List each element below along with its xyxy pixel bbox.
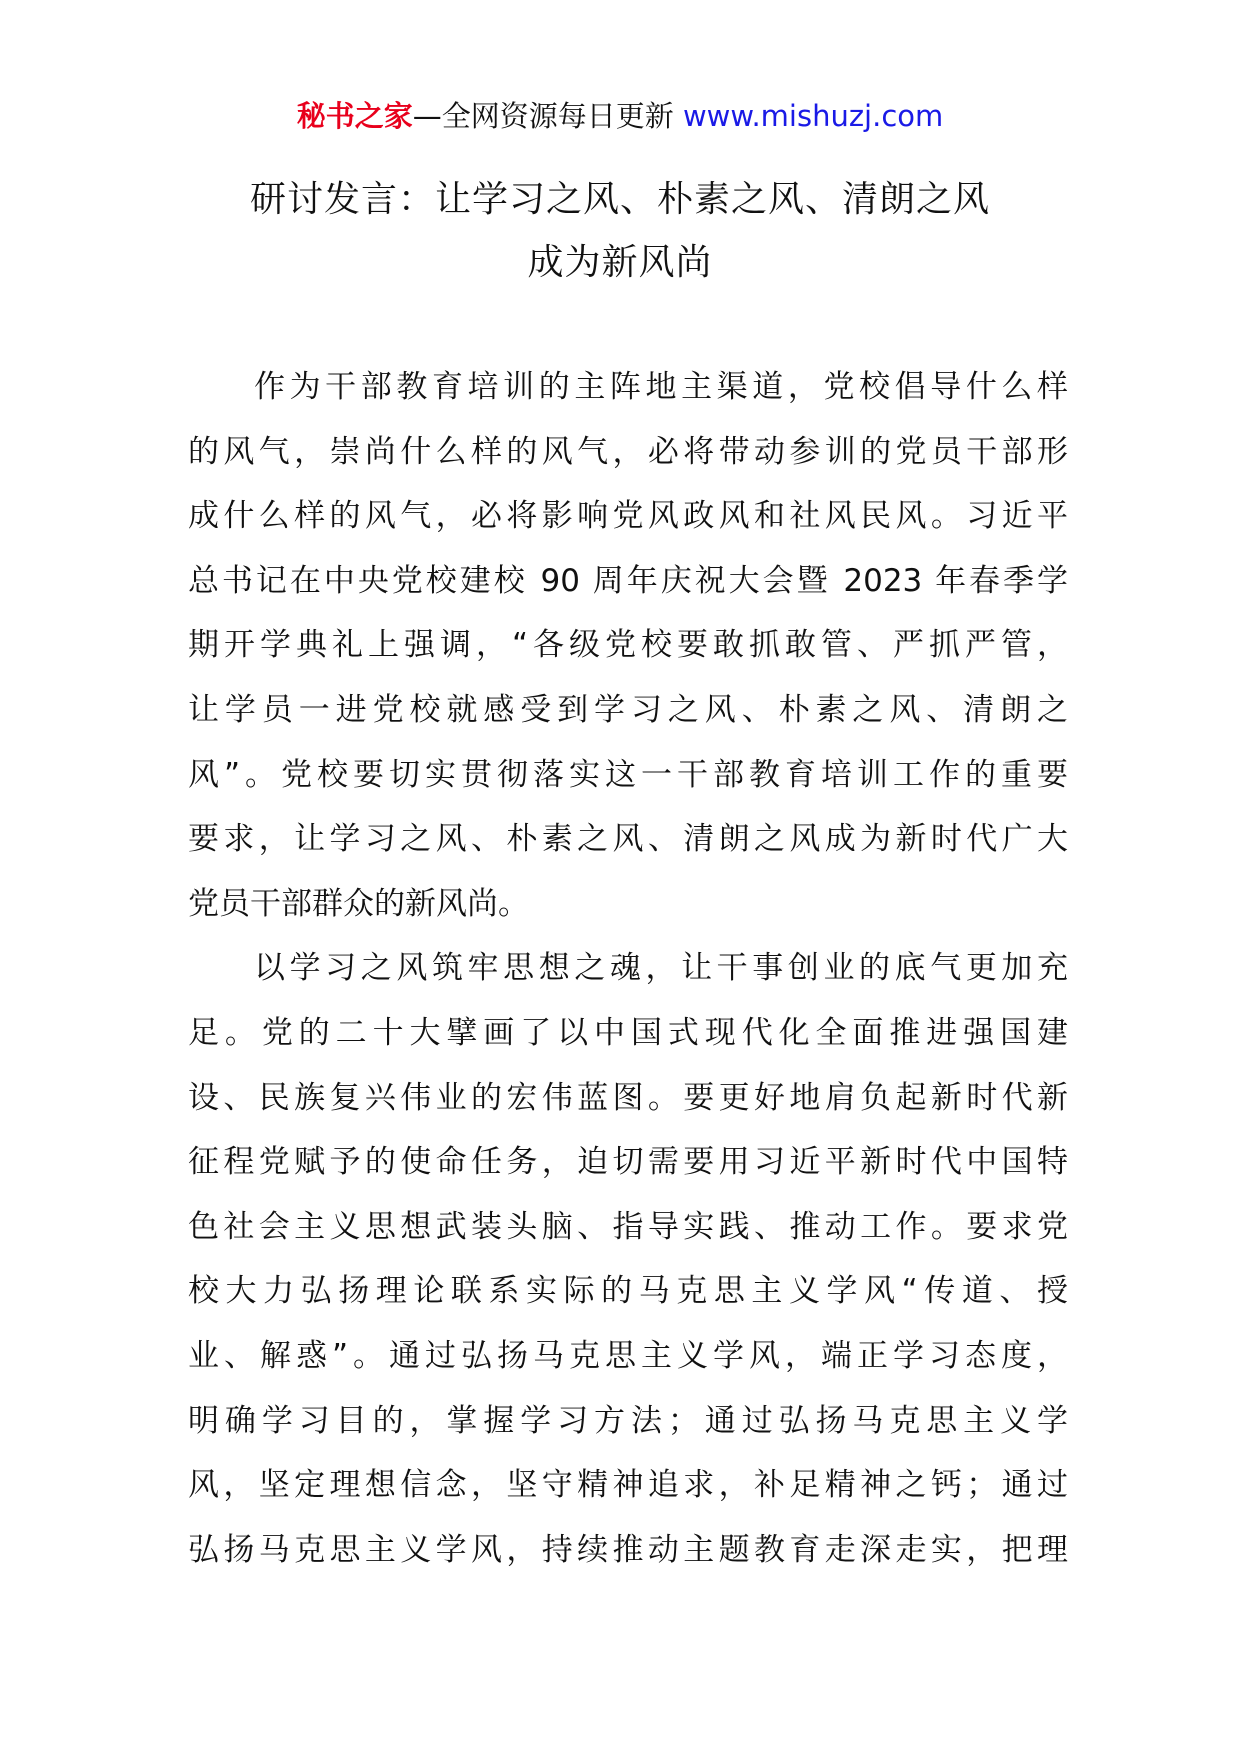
paragraph-1 <box>188 355 1068 936</box>
paragraph-line: 色社会主义思想武装头脑、指导实践、推动工作。要求党 <box>188 1208 1068 1245</box>
paragraph-line: 的风气，崇尚什么样的风气，必将带动参训的党员干部形 <box>188 433 1068 470</box>
paragraph-line: 总书记在中央党校建校 90 周年庆祝大会暨 2023 年春季学 <box>188 562 1068 599</box>
paragraph-line: 明确学习目的，掌握学习方法；通过弘扬马克思主义学 <box>188 1402 1068 1439</box>
header-slogan: —全网资源每日更新 <box>412 99 683 133</box>
document-body <box>188 355 1068 1582</box>
paragraph-line: 征程党赋予的使命任务，迫切需要用习近平新时代中国特 <box>188 1144 1068 1181</box>
paragraph-line: 足。党的二十大擘画了以中国式现代化全面推进强国建 <box>188 1014 1068 1051</box>
paragraph-line: 作为干部教育培训的主阵地主渠道，党校倡导什么样 <box>254 369 1068 405</box>
paragraph-line: 校大力弘扬理论联系实际的马克思主义学风“传道、授 <box>188 1273 1068 1310</box>
title-line-2: 成为新风尚 <box>527 242 713 283</box>
paragraph-line: 业、解惑”。通过弘扬马克思主义学风，端正学习态度， <box>188 1337 1068 1374</box>
paragraph-line: 让学员一进党校就感受到学习之风、朴素之风、清朗之 <box>188 691 1068 728</box>
paragraph-line: 风，坚定理想信念，坚守精神追求，补足精神之钙；通过 <box>188 1467 1068 1504</box>
paragraph-line: 弘扬马克思主义学风，持续推动主题教育走深走实，把理 <box>188 1531 1068 1568</box>
paragraph-line: 风”。党校要切实贯彻落实这一干部教育培训工作的重要 <box>188 756 1068 793</box>
document-title <box>150 168 1090 294</box>
paragraph-line: 党员干部群众的新风尚。 <box>188 885 529 922</box>
paragraph-line: 要求，让学习之风、朴素之风、清朗之风成为新时代广大 <box>188 821 1068 858</box>
title-line-1: 研讨发言：让学习之风、朴素之风、清朗之风 <box>249 179 990 220</box>
paragraph-line: 以学习之风筑牢思想之魂，让干事创业的底气更加充 <box>254 950 1068 987</box>
site-url-link[interactable]: www.mishuzj.com <box>682 99 944 133</box>
site-header <box>0 96 1240 136</box>
paragraph-line: 成什么样的风气，必将影响党风政风和社风民风。习近平 <box>188 498 1068 535</box>
paragraph-line: 期开学典礼上强调，“各级党校要敢抓敢管、严抓严管， <box>188 627 1068 664</box>
paragraph-line: 设、民族复兴伟业的宏伟蓝图。要更好地肩负起新时代新 <box>188 1079 1068 1116</box>
paragraph-2 <box>188 936 1068 1582</box>
brand-name: 秘书之家 <box>296 99 413 133</box>
